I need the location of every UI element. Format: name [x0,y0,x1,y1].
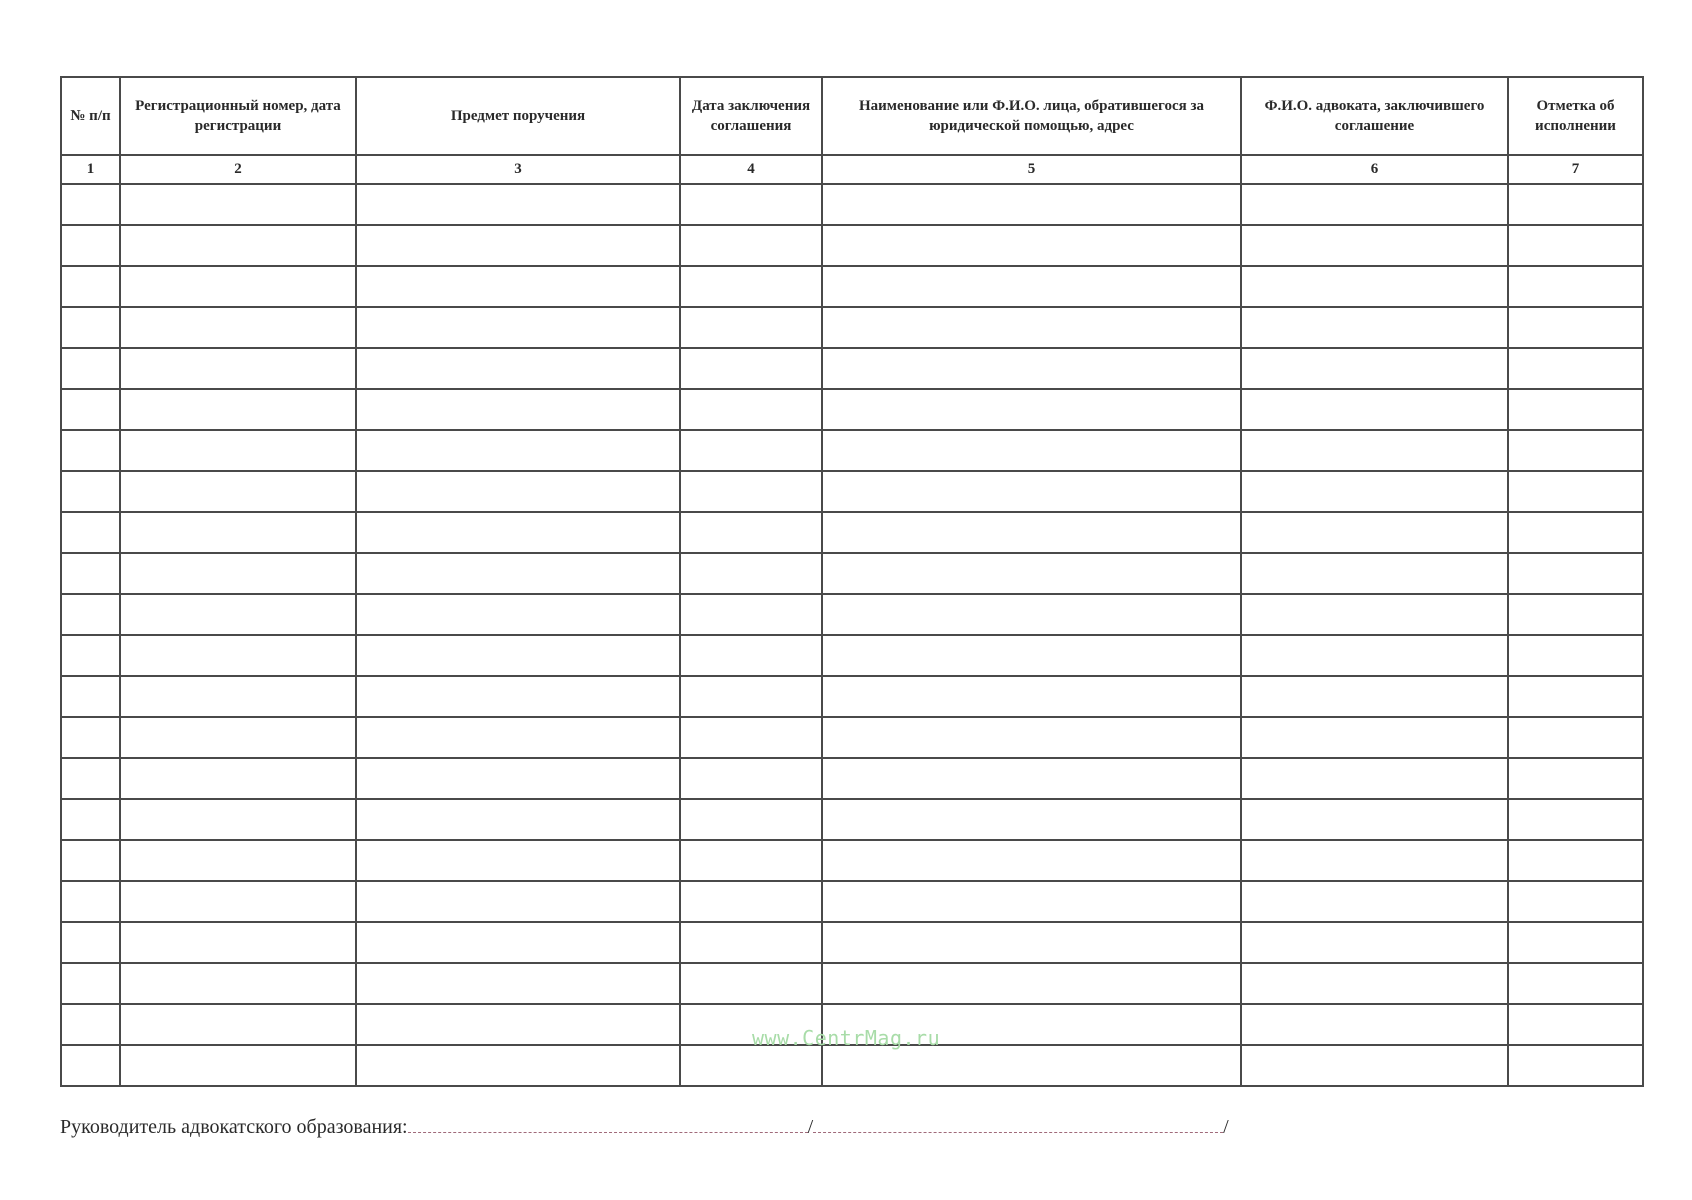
table-cell[interactable] [356,348,680,389]
signature-end-mark: / [1223,1116,1229,1138]
table-cell[interactable] [1508,266,1643,307]
table-cell[interactable] [61,307,120,348]
table-cell[interactable] [1508,471,1643,512]
table-cell[interactable] [356,676,680,717]
table-cell[interactable] [680,881,822,922]
table-row [61,266,1643,307]
header-number: № п/п [61,77,120,155]
table-row [61,922,1643,963]
table-cell[interactable] [1508,1004,1643,1045]
table-cell[interactable] [61,430,120,471]
table-cell[interactable] [1508,676,1643,717]
table-cell[interactable] [1508,758,1643,799]
column-number: 3 [356,155,680,184]
table-cell[interactable] [120,881,356,922]
table-cell[interactable] [1508,512,1643,553]
table-row [61,348,1643,389]
table-cell[interactable] [1508,840,1643,881]
table-cell[interactable] [1241,963,1508,1004]
table-cell[interactable] [680,307,822,348]
table-cell[interactable] [1241,348,1508,389]
column-number: 6 [1241,155,1508,184]
table-cell[interactable] [1508,307,1643,348]
table-cell[interactable] [356,717,680,758]
table-cell[interactable] [61,389,120,430]
table-cell[interactable] [1508,348,1643,389]
column-number-row [61,155,1643,184]
table-cell[interactable] [680,430,822,471]
table-cell[interactable] [356,840,680,881]
table-cell[interactable] [120,389,356,430]
table-cell[interactable] [680,676,822,717]
table-cell[interactable] [61,594,120,635]
table-cell[interactable] [822,1045,1241,1086]
table-cell[interactable] [822,471,1241,512]
table-cell[interactable] [1508,717,1643,758]
table-cell[interactable] [680,553,822,594]
table-row [61,512,1643,553]
table-cell[interactable] [680,512,822,553]
table-cell[interactable] [356,881,680,922]
table-cell[interactable] [822,307,1241,348]
header-agreement-date: Дата заключения соглашения [680,77,822,155]
table-cell[interactable] [61,1004,120,1045]
table-cell[interactable] [1241,840,1508,881]
table-cell[interactable] [822,430,1241,471]
table-cell[interactable] [1241,430,1508,471]
table-cell[interactable] [120,307,356,348]
table-cell[interactable] [1508,922,1643,963]
table-cell[interactable] [356,225,680,266]
table-cell[interactable] [356,266,680,307]
table-cell[interactable] [356,307,680,348]
table-cell[interactable] [1241,676,1508,717]
table-cell[interactable] [356,471,680,512]
column-number: 1 [61,155,120,184]
table-cell[interactable] [61,840,120,881]
table-cell[interactable] [120,512,356,553]
table-cell[interactable] [120,840,356,881]
signature-separator: / [807,1116,814,1138]
table-row [61,389,1643,430]
table-cell[interactable] [1241,389,1508,430]
table-row [61,881,1643,922]
signature-footer [60,1114,1229,1139]
table-cell[interactable] [356,922,680,963]
table-cell[interactable] [61,1045,120,1086]
table-cell[interactable] [356,635,680,676]
table-cell[interactable] [680,799,822,840]
table-cell[interactable] [822,184,1241,225]
table-cell[interactable] [680,963,822,1004]
table-cell[interactable] [120,471,356,512]
table-cell[interactable] [822,512,1241,553]
table-cell[interactable] [822,922,1241,963]
table-cell[interactable] [120,758,356,799]
table-cell[interactable] [680,594,822,635]
table-cell[interactable] [120,635,356,676]
table-cell[interactable] [120,225,356,266]
table-cell[interactable] [1241,225,1508,266]
table-row [61,553,1643,594]
header-execution-mark: Отметка об исполнении [1508,77,1643,155]
table-cell[interactable] [1241,594,1508,635]
table-cell[interactable] [1241,717,1508,758]
table-row [61,717,1643,758]
table-cell[interactable] [356,1045,680,1086]
table-cell[interactable] [61,348,120,389]
table-cell[interactable] [356,389,680,430]
table-cell[interactable] [1508,635,1643,676]
table-cell[interactable] [680,266,822,307]
table-row [61,594,1643,635]
watermark: www.CentrMag.ru [752,1026,941,1050]
table-cell[interactable] [1508,225,1643,266]
table-cell[interactable] [680,348,822,389]
table-cell[interactable] [822,266,1241,307]
table-row [61,307,1643,348]
table-cell[interactable] [822,553,1241,594]
table-row [61,676,1643,717]
column-number: 4 [680,155,822,184]
table-cell[interactable] [356,1004,680,1045]
table-cell[interactable] [1508,1045,1643,1086]
register-table [60,76,1644,1087]
table-cell[interactable] [680,635,822,676]
table-cell[interactable] [61,881,120,922]
table-cell[interactable] [61,266,120,307]
table-cell[interactable] [61,758,120,799]
table-cell[interactable] [1508,184,1643,225]
table-cell[interactable] [822,881,1241,922]
table-cell[interactable] [822,840,1241,881]
table-cell[interactable] [120,184,356,225]
table-cell[interactable] [120,553,356,594]
table-cell[interactable] [61,184,120,225]
register-body [61,184,1643,1086]
table-cell[interactable] [680,1045,822,1086]
table-cell[interactable] [1241,922,1508,963]
table-cell[interactable] [1241,1045,1508,1086]
header-client: Наименование или Ф.И.О. лица, обратившегося за юридической помощью, адрес [822,77,1241,155]
table-cell[interactable] [822,225,1241,266]
table-cell[interactable] [61,676,120,717]
table-cell[interactable] [680,840,822,881]
table-cell[interactable] [680,922,822,963]
table-row [61,471,1643,512]
table-cell[interactable] [1508,389,1643,430]
table-cell[interactable] [822,635,1241,676]
table-cell[interactable] [822,717,1241,758]
column-number: 2 [120,155,356,184]
table-cell[interactable] [61,512,120,553]
table-cell[interactable] [61,717,120,758]
table-cell[interactable] [120,266,356,307]
table-cell[interactable] [356,758,680,799]
table-cell[interactable] [822,389,1241,430]
table-row [61,758,1643,799]
table-cell[interactable] [356,963,680,1004]
table-cell[interactable] [356,799,680,840]
table-cell[interactable] [1508,881,1643,922]
table-cell[interactable] [61,922,120,963]
table-cell[interactable] [120,676,356,717]
table-cell[interactable] [1241,307,1508,348]
header-row [61,77,1643,155]
table-cell[interactable] [120,1004,356,1045]
table-row [61,225,1643,266]
table-cell[interactable] [356,184,680,225]
register-sheet [60,76,1642,1087]
column-number: 5 [822,155,1241,184]
table-cell[interactable] [1241,758,1508,799]
table-cell[interactable] [1508,594,1643,635]
table-cell[interactable] [822,799,1241,840]
table-cell[interactable] [680,184,822,225]
table-cell[interactable] [61,635,120,676]
table-cell[interactable] [822,348,1241,389]
table-cell[interactable] [1241,512,1508,553]
table-cell[interactable] [120,963,356,1004]
name-line[interactable] [813,1114,1223,1133]
table-cell[interactable] [1241,553,1508,594]
table-row [61,840,1643,881]
table-cell[interactable] [61,225,120,266]
table-row [61,1045,1643,1086]
table-cell[interactable] [61,471,120,512]
table-cell[interactable] [1241,1004,1508,1045]
table-cell[interactable] [1241,635,1508,676]
table-cell[interactable] [61,553,120,594]
table-cell[interactable] [61,963,120,1004]
table-cell[interactable] [1241,881,1508,922]
table-cell[interactable] [1508,553,1643,594]
table-row [61,963,1643,1004]
table-cell[interactable] [120,922,356,963]
table-cell[interactable] [120,594,356,635]
table-cell[interactable] [120,430,356,471]
signature-line[interactable] [408,1114,808,1133]
table-cell[interactable] [1241,266,1508,307]
table-cell[interactable] [1508,963,1643,1004]
table-cell[interactable] [680,471,822,512]
table-cell[interactable] [680,225,822,266]
table-cell[interactable] [120,1045,356,1086]
table-cell[interactable] [120,348,356,389]
table-cell[interactable] [822,594,1241,635]
table-cell[interactable] [680,758,822,799]
table-cell[interactable] [120,717,356,758]
table-cell[interactable] [356,553,680,594]
table-cell[interactable] [61,799,120,840]
table-cell[interactable] [356,430,680,471]
table-cell[interactable] [1241,471,1508,512]
table-row [61,430,1643,471]
header-subject: Предмет поручения [356,77,680,155]
table-cell[interactable] [1508,430,1643,471]
table-cell[interactable] [680,389,822,430]
table-cell[interactable] [1241,184,1508,225]
signature-label: Руководитель адвокатского образования: [60,1116,408,1138]
table-cell[interactable] [822,676,1241,717]
table-cell[interactable] [356,594,680,635]
table-cell[interactable] [822,963,1241,1004]
table-cell[interactable] [680,717,822,758]
table-cell[interactable] [1508,799,1643,840]
header-lawyer: Ф.И.О. адвоката, заключившего соглашение [1241,77,1508,155]
table-row [61,635,1643,676]
table-cell[interactable] [822,758,1241,799]
column-number: 7 [1508,155,1643,184]
table-row [61,184,1643,225]
header-registration: Регистрационный номер, дата регистрации [120,77,356,155]
table-cell[interactable] [120,799,356,840]
table-row [61,799,1643,840]
table-cell[interactable] [356,512,680,553]
table-cell[interactable] [1241,799,1508,840]
